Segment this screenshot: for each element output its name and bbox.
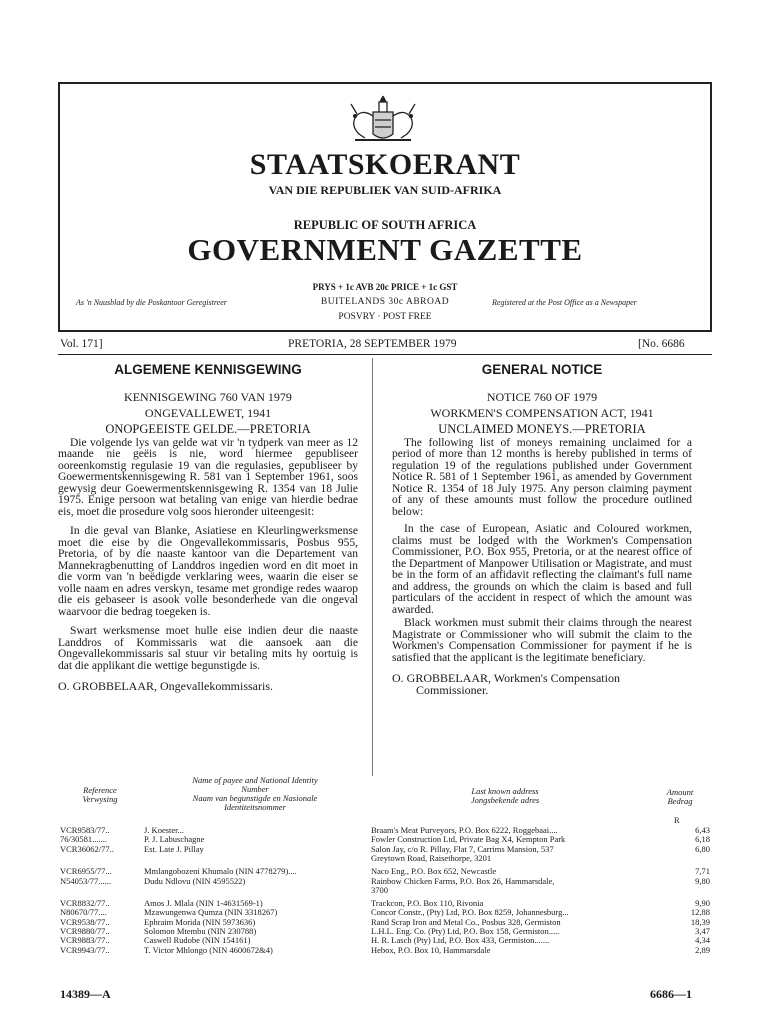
english-signature-line-1: O. GROBBELAAR, Workmen's Compensation xyxy=(392,671,620,685)
currency-symbol: R xyxy=(674,815,680,825)
row-addr: Salon Jay, c/o R. Pillay, Flat 7, Carrims Mansion, 537 xyxy=(371,844,554,854)
header-address-en: Last known address xyxy=(471,786,539,796)
masthead-title-afrikaans: STAATSKOERANT xyxy=(249,148,521,181)
row-amount: 18,39 xyxy=(690,916,710,927)
registered-note-english: Registered at the Post Office as a Newspaper xyxy=(492,298,637,307)
afrikaans-paragraph-1: Die volgende lys van gelde wat vir 'n tydperk van meer as 12 maande nie geëis is nie, word hiermee gepubliseer ooreenkomstig regulasie 19 van die regulasies, gepubliseer by Goewermentskennisgewing R. 581 van 1 September 1961, soos gewysig deur Goewermentskennisgewing R. 1354 van 18 Julie 1975. Enige persoon wat betaling van enige van hierdie bedrae eis, moet die prosedure volg soos hieronder uiteengesit: xyxy=(58,436,358,518)
issue-number: [No. 6686 xyxy=(638,338,685,350)
column-divider xyxy=(372,358,373,776)
volume-number: Vol. 171] xyxy=(60,338,103,350)
footer-reference-left: 14389—A xyxy=(60,987,111,1001)
row-name: Amos J. Mlala (NIN 1-4631569-1) xyxy=(144,899,263,909)
english-signature-line-2: Commissioner. xyxy=(416,683,489,697)
row-amount: 7,71 xyxy=(695,866,710,877)
post-free-line: POSVRY · POST FREE xyxy=(338,312,432,322)
row-amount: 4,34 xyxy=(695,935,710,946)
row-addr: 3700 xyxy=(371,885,388,895)
row-ref: VCR9583/77.. xyxy=(60,825,110,835)
english-notice-number: NOTICE 760 OF 1979 xyxy=(486,389,598,404)
row-addr: H. R. Lasch (Pty) Ltd, P.O. Box 433, Germiston....... xyxy=(371,936,550,946)
english-subject: UNCLAIMED MONEYS.—PRETORIA xyxy=(438,421,646,436)
row-amount: 6,80 xyxy=(695,843,710,854)
masthead-subtitle-afrikaans: VAN DIE REPUBLIEK VAN SUID-AFRIKA xyxy=(268,183,502,197)
header-amount-en: Amount xyxy=(666,787,694,797)
footer-reference-right: 6686—1 xyxy=(650,987,692,1001)
header-reference-en: Reference xyxy=(83,785,117,795)
english-act-title: WORKMEN'S COMPENSATION ACT, 1941 xyxy=(430,405,654,420)
afrikaans-act-title: ONGEVALLEWET, 1941 xyxy=(144,405,272,420)
row-amount: 6,18 xyxy=(695,834,710,845)
row-name: Ephraim Morida (NIN 5973636) xyxy=(144,917,256,927)
row-addr: Trackcon, P.O. Box 110, Rivonia xyxy=(371,899,484,909)
abroad-price-line: BUITELANDS 30c ABROAD xyxy=(320,297,450,307)
row-amount: 3,47 xyxy=(695,926,710,936)
afrikaans-paragraph-2: In die geval van Blanke, Asiatiese en Kleurlingwerksmense moet die eise by die Ongevallekommissaris, Posbus 955, Pretoria, of by die naaste kantoor van die Departement van Mannekragbenutting of Landdros ingedien word en dit moet in die vorm van 'n beëdigde verklaring wees, waarin die eiser se volle naam en adres verskyn, tesame met grondige redes waarop die eis gebaseer is asook volle besonderhede van die ongeval waarvoor die bedrag toegeken is. xyxy=(58,525,358,618)
registered-note-afrikaans: As 'n Nuusblad by die Poskantoor Geregistreer xyxy=(76,298,227,307)
afrikaans-signature: O. GROBBELAAR, Ongevallekommissaris. xyxy=(58,679,273,693)
row-name: Dudu Ndlovu (NIN 4595522) xyxy=(144,876,246,886)
row-name: P. J. Labuschagne xyxy=(144,835,205,845)
afrikaans-notice-column xyxy=(58,364,358,695)
header-address-af: Jongsbekende adres xyxy=(470,795,540,805)
afrikaans-paragraph-3: Swart werksmense moet hulle eise indien deur die naaste Landdros of Kommissaris wat die aansoek aan die Ongevallekommissaris sal stuur vir betaling mits hy oortuig is dat die applikant die wettige begunstigde is. xyxy=(58,625,358,672)
row-ref: VCR9538/77.. xyxy=(60,916,110,927)
row-ref: VCR36062/77.. xyxy=(60,843,114,854)
row-addr: Greytown Road, Raisethorpe, 3201 xyxy=(371,853,492,863)
row-addr: Braam's Meat Purveyors, P.O. Box 6222, Roggebaai.... xyxy=(371,826,558,835)
afrikaans-notice-number: KENNISGEWING 760 VAN 1979 xyxy=(124,389,292,404)
dateline-rule xyxy=(58,354,712,355)
row-ref: VCR9943/77.. xyxy=(60,944,110,955)
row-ref: VCR6955/77... xyxy=(60,866,112,877)
row-name: T. Victor Mhlongo (NIN 4600672&4) xyxy=(144,945,273,955)
english-heading: GENERAL NOTICE xyxy=(481,362,603,377)
english-paragraph-3: Black workmen must submit their claims through the nearest Magistrate or Commissioner who will submit the claim to the Workmen's Compensation Commissioner for payment if he is satisfied that the applicant is the legitimate beneficiary. xyxy=(392,617,692,664)
row-ref: VCR8832/77.. xyxy=(60,898,110,909)
header-amount xyxy=(650,788,710,806)
row-name: Mzawungenwa Qumza (NIN 3318267) xyxy=(144,908,278,918)
header-name-en-2: Number xyxy=(241,784,269,794)
row-name: Solomon Mtembu (NIN 230788) xyxy=(144,927,257,936)
row-ref: N54053/77...... xyxy=(60,875,111,886)
row-addr: Hebox, P.O. Box 10, Hammarsdale xyxy=(371,945,491,955)
row-ref: N80670/77.... xyxy=(60,907,107,918)
afrikaans-heading: ALGEMENE KENNISGEWING xyxy=(114,362,302,377)
header-name-af-1: Naam van begunstigde en Nasionale xyxy=(192,793,318,803)
row-name: Mmlangobozeni Khumalo (NIN 4778279).... xyxy=(144,867,297,877)
price-line: PRYS + 1c AVB 20c PRICE + 1c GST xyxy=(312,282,458,292)
masthead-subtitle-english: REPUBLIC OF SOUTH AFRICA xyxy=(293,218,477,232)
header-reference-af: Verwysing xyxy=(82,794,118,804)
header-reference xyxy=(60,786,140,804)
english-paragraph-1: The following list of moneys remaining unclaimed for a period of more than 12 months is hereby published in terms of regulation 19 of the regulations published under Government Notice R. 581 of 1 September 1961, as amended by Government Notice R. 1354 of 18 July 1975. Any person claiming payment of any of these amounts must follow the procedure outlined below: xyxy=(392,436,692,518)
row-addr: Concor Constr., (Pty) Ltd, P.O. Box 8259, Johannesburg... xyxy=(371,908,569,918)
issue-date: PRETORIA, 28 SEPTEMBER 1979 xyxy=(288,338,457,350)
header-name xyxy=(150,776,360,812)
header-amount-af: Bedrag xyxy=(667,796,693,806)
coat-of-arms-emblem xyxy=(343,94,423,142)
header-address xyxy=(440,787,570,805)
masthead-title-english: GOVERNMENT GAZETTE xyxy=(187,232,583,267)
header-name-en-1: Name of payee and National Identity xyxy=(192,775,318,785)
row-amount: 6,43 xyxy=(695,825,710,835)
english-paragraph-2: In the case of European, Asiatic and Coloured workmen, claims must be lodged with the Workmen's Compensation Commissioner, P.O. Box 955, Pretoria, or at the nearest office of the Department of Manpower Utilisation or Magistrate, and must be in the form of an affidavit reflecting the claimant's full name and address, the grounds on which the claim is based and full particulars of the accident in respect of which the amount was awarded. xyxy=(392,523,692,616)
row-addr: L.H.L. Eng. Co. (Pty) Ltd, P.O. Box 158, Germiston..... xyxy=(371,927,560,936)
header-name-af-2: Identiteitsnommer xyxy=(224,802,286,812)
row-addr: Rainbow Chicken Farms, P.O. Box 26, Hammarsdale, xyxy=(371,876,555,886)
row-addr: Rand Scrap Iron and Metal Co., Posbus 328, Germiston xyxy=(371,917,561,927)
row-name: Caswell Rudobe (NIN 154161) xyxy=(144,936,251,946)
row-name: J. Koester... xyxy=(144,826,184,835)
row-addr: Naco Eng., P.O. Box 652, Newcastle xyxy=(371,867,497,877)
row-amount: 9,90 xyxy=(695,898,710,909)
row-amount: 2,89 xyxy=(695,944,710,955)
row-amount: 12,88 xyxy=(690,907,710,918)
row-ref: 76/30581....... xyxy=(60,834,107,845)
row-ref: VCR9883/77.. xyxy=(60,935,110,946)
row-ref: VCR9880/77.. xyxy=(60,926,110,936)
row-name: Est. Late J. Pillay xyxy=(144,844,204,854)
row-amount: 9,80 xyxy=(695,875,710,886)
afrikaans-subject: ONOPGEEISTE GELDE.—PRETORIA xyxy=(105,421,311,436)
row-addr: Fowler Construction Ltd, Private Bag X4, Kempton Park xyxy=(371,835,566,845)
english-notice-column xyxy=(392,364,692,699)
